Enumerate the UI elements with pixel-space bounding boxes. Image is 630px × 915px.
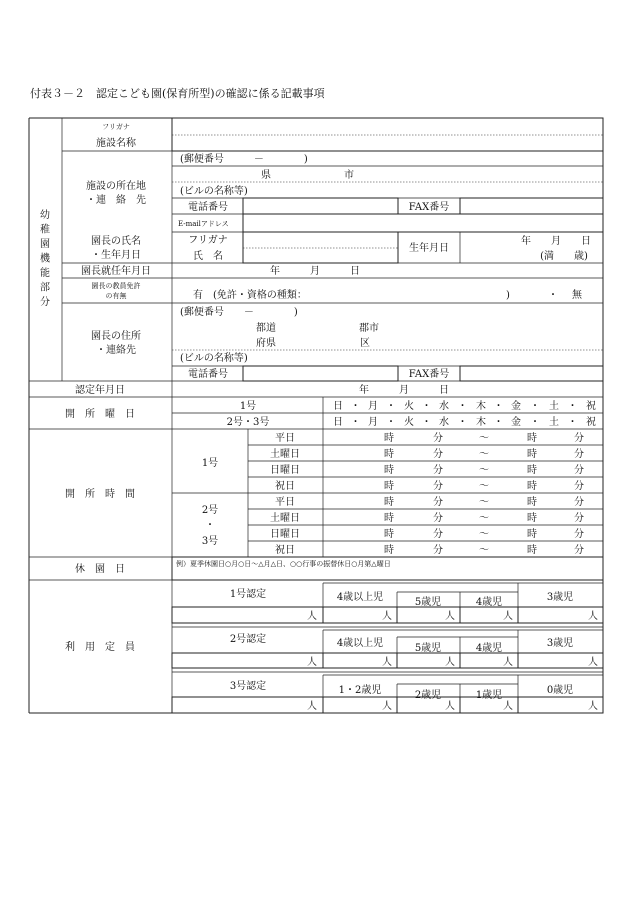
day-separator: ・ bbox=[386, 417, 396, 428]
director-building-label: (ビルの名称等) bbox=[180, 353, 248, 364]
day-separator: ・ bbox=[421, 417, 432, 428]
day-separator: ・ bbox=[530, 417, 540, 428]
capacity-unit: 人 bbox=[307, 657, 317, 668]
capacity-col-last: 0歳児 bbox=[546, 685, 574, 696]
facility-fax-label: FAX番号 bbox=[408, 202, 450, 213]
director-birthdate-label: 生年月日 bbox=[409, 243, 449, 254]
capacity-unit: 人 bbox=[307, 701, 317, 712]
facility-name-label: 施設名称 bbox=[96, 138, 136, 149]
open-days-label: 開 所 曜 日 bbox=[65, 409, 135, 420]
minute-label: 分 bbox=[433, 449, 443, 460]
day-type-label: 日曜日 bbox=[270, 465, 300, 476]
director-appointed-label: 園長就任年月日 bbox=[81, 266, 151, 277]
day-火: 火 bbox=[404, 417, 414, 428]
hour-label: 時 bbox=[527, 481, 537, 492]
hour-label: 時 bbox=[384, 545, 394, 556]
open-days-row-1: 1号 bbox=[239, 401, 257, 412]
side-label-char: 機 bbox=[40, 253, 50, 265]
tilde-label: ～ bbox=[479, 513, 489, 524]
hour-label: 時 bbox=[527, 497, 537, 508]
director-address-label: 園長の住所 bbox=[91, 331, 141, 342]
minute-label: 分 bbox=[433, 465, 443, 476]
director-name-field-label: 氏 名 bbox=[193, 251, 223, 262]
side-label-char: 分 bbox=[40, 297, 50, 308]
capacity-col-main: 4歳以上児 bbox=[336, 638, 384, 649]
director-license-close: ) bbox=[506, 290, 510, 301]
hour-label: 時 bbox=[384, 529, 394, 540]
hour-label: 時 bbox=[527, 465, 537, 476]
hour-label: 時 bbox=[527, 513, 537, 524]
capacity-unit: 人 bbox=[503, 657, 513, 668]
minute-label: 分 bbox=[574, 513, 584, 524]
day-separator: ・ bbox=[530, 401, 540, 412]
day-月: 月 bbox=[368, 401, 378, 412]
capacity-unit: 人 bbox=[445, 611, 455, 622]
hour-label: 時 bbox=[527, 545, 537, 556]
day-separator: ・ bbox=[386, 401, 396, 412]
day-祝: 祝 bbox=[586, 401, 596, 412]
director-fax-label: FAX番号 bbox=[408, 369, 450, 380]
open-hours-group-2-dot: ・ bbox=[205, 520, 215, 531]
day-type-label: 土曜日 bbox=[270, 449, 300, 460]
tilde-label: ～ bbox=[479, 529, 489, 540]
tilde-label: ～ bbox=[479, 465, 489, 476]
director-furigana-label: フリガナ bbox=[188, 235, 228, 246]
day-水: 水 bbox=[439, 401, 449, 412]
director-postal-label: (郵便番号 － ) bbox=[180, 307, 298, 318]
day-type-label: 平日 bbox=[275, 497, 295, 508]
minute-label: 分 bbox=[574, 545, 584, 556]
capacity-input[interactable] bbox=[172, 697, 323, 713]
day-separator: ・ bbox=[421, 401, 432, 412]
capacity-group-name: 2号認定 bbox=[229, 634, 267, 645]
day-type-label: 土曜日 bbox=[270, 513, 300, 524]
day-type-label: 平日 bbox=[275, 433, 295, 444]
hour-label: 時 bbox=[384, 449, 394, 460]
facility-name-input[interactable] bbox=[172, 118, 603, 151]
tilde-label: ～ bbox=[479, 449, 489, 460]
minute-label: 分 bbox=[433, 433, 443, 444]
capacity-unit: 人 bbox=[445, 701, 455, 712]
day-火: 火 bbox=[404, 401, 414, 412]
capacity-col-last: 3歳児 bbox=[546, 638, 574, 649]
day-木: 木 bbox=[476, 417, 486, 428]
facility-phone-label: 電話番号 bbox=[188, 202, 228, 213]
capacity-col-sub: 5歳児 bbox=[414, 597, 442, 608]
day-separator: ・ bbox=[350, 417, 361, 428]
tilde-label: ～ bbox=[479, 481, 489, 492]
hour-label: 時 bbox=[527, 433, 537, 444]
approval-date: 年 月 日 bbox=[359, 385, 449, 396]
hour-label: 時 bbox=[384, 513, 394, 524]
director-name-input[interactable] bbox=[243, 232, 398, 263]
capacity-unit: 人 bbox=[307, 611, 317, 622]
director-gunshi-label: 郡市 bbox=[359, 323, 379, 334]
capacity-col-sub: 5歳児 bbox=[414, 643, 442, 654]
director-todo-label: 都道 bbox=[256, 323, 276, 334]
facility-city-label: 市 bbox=[344, 170, 354, 181]
open-hours-label: 開 所 時 間 bbox=[65, 489, 135, 500]
tilde-label: ～ bbox=[479, 497, 489, 508]
capacity-unit: 人 bbox=[382, 701, 392, 712]
day-金: 金 bbox=[511, 401, 521, 412]
director-license-label-2: の有無 bbox=[105, 292, 127, 300]
hour-label: 時 bbox=[384, 465, 394, 476]
capacity-unit: 人 bbox=[503, 611, 513, 622]
capacity-col-sub: 2歳児 bbox=[414, 690, 442, 701]
facility-email-label: E-mailアドレス bbox=[178, 220, 229, 228]
day-separator: ・ bbox=[493, 417, 504, 428]
minute-label: 分 bbox=[574, 433, 584, 444]
day-separator: ・ bbox=[567, 417, 578, 428]
form-title: 付表３－２ 認定こども園(保育所型)の確認に係る記載事項 bbox=[30, 87, 325, 100]
day-separator: ・ bbox=[457, 401, 468, 412]
capacity-unit: 人 bbox=[588, 701, 598, 712]
facility-furigana-label: フリガナ bbox=[102, 123, 130, 131]
capacity-unit: 人 bbox=[588, 611, 598, 622]
day-土: 土 bbox=[549, 401, 559, 412]
hour-label: 時 bbox=[384, 481, 394, 492]
capacity-col-sub: 4歳児 bbox=[475, 597, 503, 608]
capacity-col-main: 1・2歳児 bbox=[338, 685, 382, 696]
day-土: 土 bbox=[549, 417, 559, 428]
facility-phone-input[interactable] bbox=[243, 198, 398, 214]
director-ku-label: 区 bbox=[360, 338, 370, 349]
side-label-char: 園 bbox=[40, 239, 50, 250]
director-birthdate-value: 年 月 日 bbox=[521, 236, 591, 247]
day-日: 日 bbox=[333, 401, 343, 412]
hour-label: 時 bbox=[384, 433, 394, 444]
capacity-label: 利 用 定 員 bbox=[65, 642, 135, 653]
capacity-col-main: 4歳以上児 bbox=[336, 592, 384, 603]
day-separator: ・ bbox=[493, 401, 504, 412]
capacity-unit: 人 bbox=[503, 701, 513, 712]
day-祝: 祝 bbox=[586, 417, 596, 428]
minute-label: 分 bbox=[433, 481, 443, 492]
minute-label: 分 bbox=[574, 449, 584, 460]
minute-label: 分 bbox=[433, 545, 443, 556]
day-type-label: 日曜日 bbox=[270, 529, 300, 540]
director-license-label: 園長の教員免許 bbox=[91, 282, 141, 290]
day-separator: ・ bbox=[457, 417, 468, 428]
side-label-char: 稚 bbox=[40, 224, 50, 236]
tilde-label: ～ bbox=[479, 545, 489, 556]
capacity-unit: 人 bbox=[382, 657, 392, 668]
day-type-label: 祝日 bbox=[275, 545, 295, 556]
facility-location-label: 施設の所在地 bbox=[86, 181, 146, 192]
capacity-unit: 人 bbox=[445, 657, 455, 668]
director-contact-label: ・連絡先 bbox=[96, 345, 136, 356]
side-label-char: 能 bbox=[40, 268, 50, 279]
director-license-no: 無 bbox=[572, 290, 582, 301]
minute-label: 分 bbox=[574, 497, 584, 508]
capacity-unit: 人 bbox=[382, 611, 392, 622]
open-hours-group-2: 2号 bbox=[201, 505, 219, 516]
day-木: 木 bbox=[476, 401, 486, 412]
capacity-unit: 人 bbox=[588, 657, 598, 668]
minute-label: 分 bbox=[433, 497, 443, 508]
capacity-input[interactable] bbox=[172, 653, 323, 668]
day-月: 月 bbox=[368, 417, 378, 428]
capacity-col-sub: 4歳児 bbox=[475, 643, 503, 654]
capacity-group-name: 1号認定 bbox=[229, 589, 267, 600]
open-hours-group-2-3: 3号 bbox=[201, 536, 219, 547]
director-phone-input[interactable] bbox=[243, 366, 398, 381]
open-days-row-2: 2号・3号 bbox=[226, 417, 270, 428]
director-phone-label: 電話番号 bbox=[188, 369, 228, 380]
minute-label: 分 bbox=[574, 465, 584, 476]
facility-contact-label: ・連 絡 先 bbox=[86, 195, 146, 206]
day-日: 日 bbox=[333, 417, 343, 428]
director-license-dot: ・ bbox=[548, 290, 558, 301]
facility-building-label: (ビルの名称等) bbox=[180, 186, 248, 197]
director-birth-label: ・生年月日 bbox=[91, 250, 141, 261]
day-水: 水 bbox=[439, 417, 449, 428]
side-label-char: 部 bbox=[40, 282, 50, 294]
approval-label: 認定年月日 bbox=[75, 385, 125, 396]
day-金: 金 bbox=[511, 417, 521, 428]
capacity-col-last: 3歳児 bbox=[546, 592, 574, 603]
facility-prefecture-label: 県 bbox=[261, 170, 271, 181]
facility-postal-label: (郵便番号 － ) bbox=[180, 154, 308, 165]
facility-fax-input[interactable] bbox=[460, 198, 603, 214]
hour-label: 時 bbox=[527, 449, 537, 460]
open-hours-group-1: 1号 bbox=[201, 458, 219, 469]
minute-label: 分 bbox=[574, 529, 584, 540]
director-fuken-label: 府県 bbox=[256, 338, 276, 349]
director-age-value: (満 歳) bbox=[540, 251, 588, 262]
director-appointed-date: 年 月 日 bbox=[270, 266, 360, 277]
holidays-example: 例）夏季休園日○月○日～△月△日、○○行事の振替休日○月第△曜日 bbox=[176, 560, 391, 568]
minute-label: 分 bbox=[433, 529, 443, 540]
capacity-input[interactable] bbox=[172, 607, 323, 623]
holidays-label: 休 園 日 bbox=[75, 564, 125, 575]
day-separator: ・ bbox=[567, 401, 578, 412]
director-license-yes: 有 (免許・資格の種類： bbox=[193, 290, 307, 301]
capacity-col-sub: 1歳児 bbox=[475, 690, 503, 701]
capacity-group-name: 3号認定 bbox=[229, 681, 267, 692]
hour-label: 時 bbox=[384, 497, 394, 508]
side-label-char: 幼 bbox=[40, 210, 50, 221]
day-type-label: 祝日 bbox=[275, 481, 295, 492]
facility-email-input[interactable] bbox=[243, 214, 603, 232]
hour-label: 時 bbox=[527, 529, 537, 540]
minute-label: 分 bbox=[574, 481, 584, 492]
day-separator: ・ bbox=[350, 401, 361, 412]
tilde-label: ～ bbox=[479, 433, 489, 444]
director-name-label: 園長の氏名 bbox=[91, 236, 141, 247]
director-fax-input[interactable] bbox=[460, 366, 603, 381]
minute-label: 分 bbox=[433, 513, 443, 524]
